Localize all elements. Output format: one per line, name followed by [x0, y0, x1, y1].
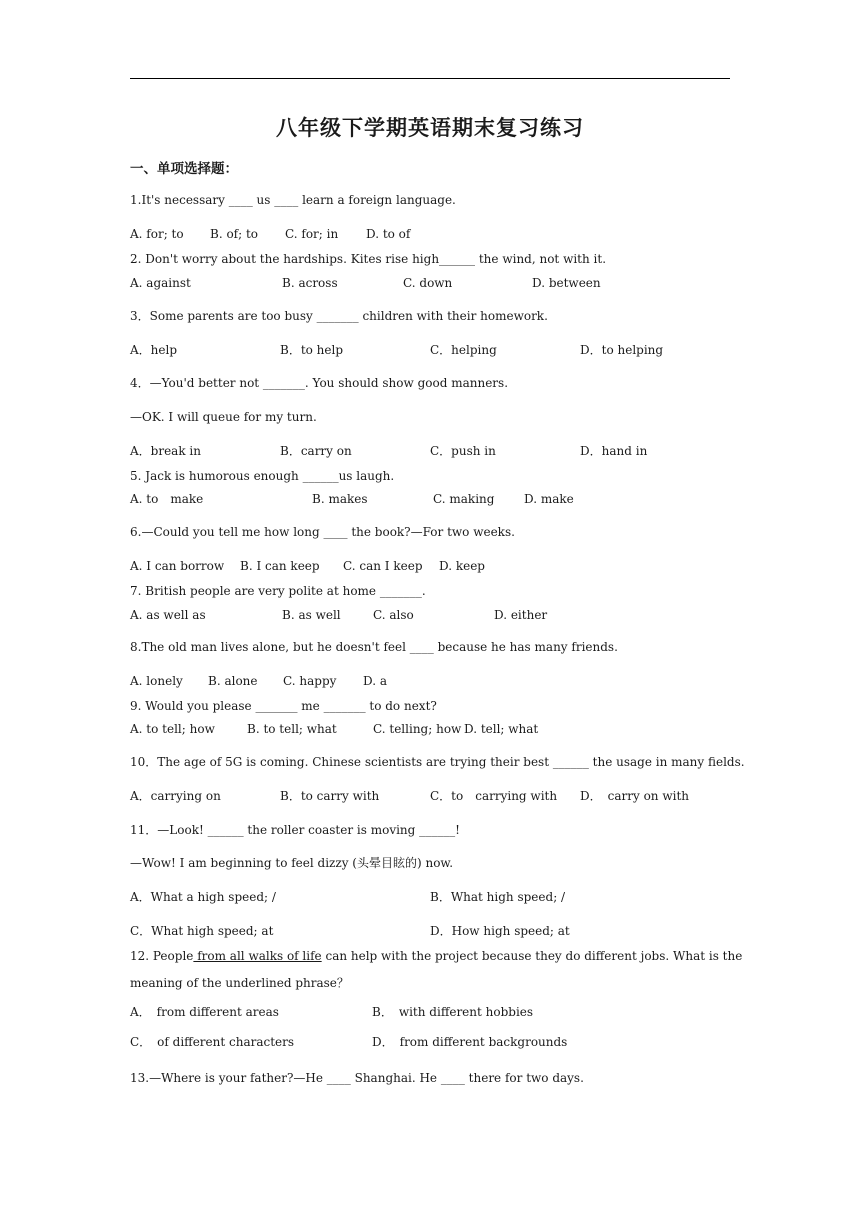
question-12-stem-start: 12. People [130, 949, 194, 963]
question-9-stem: 9. Would you please _______ me _______ to do next? [130, 699, 437, 713]
question-11-option-a: A．What a high speed; / [130, 890, 276, 904]
question-7-stem: 7. British people are very polite at home _______. [130, 584, 426, 598]
question-12-stem-end: can help with the project because they do different jobs. What is the [321, 949, 743, 963]
question-9-option-b: B. to tell; what [247, 722, 337, 736]
question-3-option-b: B．to help [280, 343, 344, 357]
question-4-option-d: D．hand in [580, 444, 648, 458]
question-5-stem: 5. Jack is humorous enough ______us laugh. [130, 469, 395, 483]
question-3-stem: 3．Some parents are too busy _______ children with their homework. [130, 309, 548, 323]
question-8-stem: 8.The old man lives alone, but he doesn't feel ____ because he has many friends. [130, 640, 618, 654]
question-5-option-a: A. to make [130, 492, 204, 506]
question-5-option-b: B. makes [312, 492, 368, 506]
question-5-option-c: C. making [433, 492, 495, 506]
question-10-option-c: C．to carrying with [430, 789, 558, 803]
question-6-option-b: B. I can keep [240, 559, 320, 573]
question-10-option-a: A．carrying on [130, 789, 221, 803]
question-7-option-d: D. either [494, 608, 548, 622]
question-4-stem: 4．—You'd better not _______. You should show good manners. [130, 376, 509, 390]
question-10-option-d: D． carry on with [580, 789, 689, 803]
question-5-option-d: D. make [524, 492, 574, 506]
question-4-option-a: A．break in [130, 444, 201, 458]
question-10-stem: 10．The age of 5G is coming. Chinese scientists are trying their best ______ the usage in many fields. [130, 755, 745, 769]
question-8-option-d: D. a [363, 674, 387, 688]
question-12-option-b: B． with different hobbies [372, 1005, 534, 1019]
question-1-option-c: C. for; in [285, 227, 339, 241]
question-12-option-c: C． of different characters [130, 1035, 295, 1049]
question-12-stem [130, 948, 743, 964]
question-4-option-b: B．carry on [280, 444, 352, 458]
question-3-option-d: D．to helping [580, 343, 664, 357]
question-11-stem-reply: —Wow! I am beginning to feel dizzy (头晕目眩的) now. [130, 856, 454, 870]
question-1-option-b: B. of; to [210, 227, 259, 241]
question-6-option-d: D. keep [439, 559, 485, 573]
page-title: 八年级下学期英语期末复习练习 [276, 115, 584, 140]
question-13-stem: 13.—Where is your father?—He ____ Shanghai. He ____ there for two days. [130, 1071, 584, 1085]
question-9-option-d: D. tell; what [464, 722, 539, 736]
question-10-option-b: B．to carry with [280, 789, 380, 803]
question-2-option-c: C. down [403, 276, 453, 290]
question-8-option-b: B. alone [208, 674, 258, 688]
question-3-option-c: C．helping [430, 343, 497, 357]
question-9-option-a: A. to tell; how [130, 722, 215, 736]
question-12-stem-continued: meaning of the underlined phrase？ [130, 976, 349, 990]
question-11-option-d: D．How high speed; at [430, 924, 570, 938]
section-heading: 一、单项选择题： [130, 161, 238, 177]
question-8-option-c: C. happy [283, 674, 337, 688]
question-11-stem: 11．—Look! ______ the roller coaster is moving ______! [130, 823, 460, 837]
question-4-option-c: C．push in [430, 444, 496, 458]
question-1-option-a: A. for; to [130, 227, 184, 241]
question-4-stem-reply: —OK. I will queue for my turn. [130, 410, 317, 424]
question-2-stem: 2. Don't worry about the hardships. Kites rise high______ the wind, not with it. [130, 252, 607, 266]
question-12-option-a: A． from different areas [130, 1005, 279, 1019]
question-1-stem: 1.It's necessary ____ us ____ learn a foreign language. [130, 193, 456, 207]
question-8-option-a: A. lonely [130, 674, 183, 688]
underlined-phrase: from all walks of life [193, 949, 322, 963]
header-rule [130, 78, 730, 79]
question-2-option-d: D. between [532, 276, 601, 290]
question-6-stem: 6.—Could you tell me how long ____ the book?—For two weeks. [130, 525, 515, 539]
question-6-option-a: A. I can borrow [130, 559, 225, 573]
question-9-option-c: C. telling; how [373, 722, 462, 736]
question-12-option-d: D． from different backgrounds [372, 1035, 568, 1049]
question-6-option-c: C. can I keep [343, 559, 423, 573]
question-1-option-d: D. to of [366, 227, 411, 241]
question-7-option-c: C. also [373, 608, 414, 622]
question-7-option-b: B. as well [282, 608, 341, 622]
question-2-option-b: B. across [282, 276, 338, 290]
question-3-option-a: A．help [130, 343, 178, 357]
question-2-option-a: A. against [130, 276, 191, 290]
question-11-option-b: B．What high speed; / [430, 890, 566, 904]
question-11-option-c: C．What high speed; at [130, 924, 274, 938]
question-7-option-a: A. as well as [130, 608, 206, 622]
